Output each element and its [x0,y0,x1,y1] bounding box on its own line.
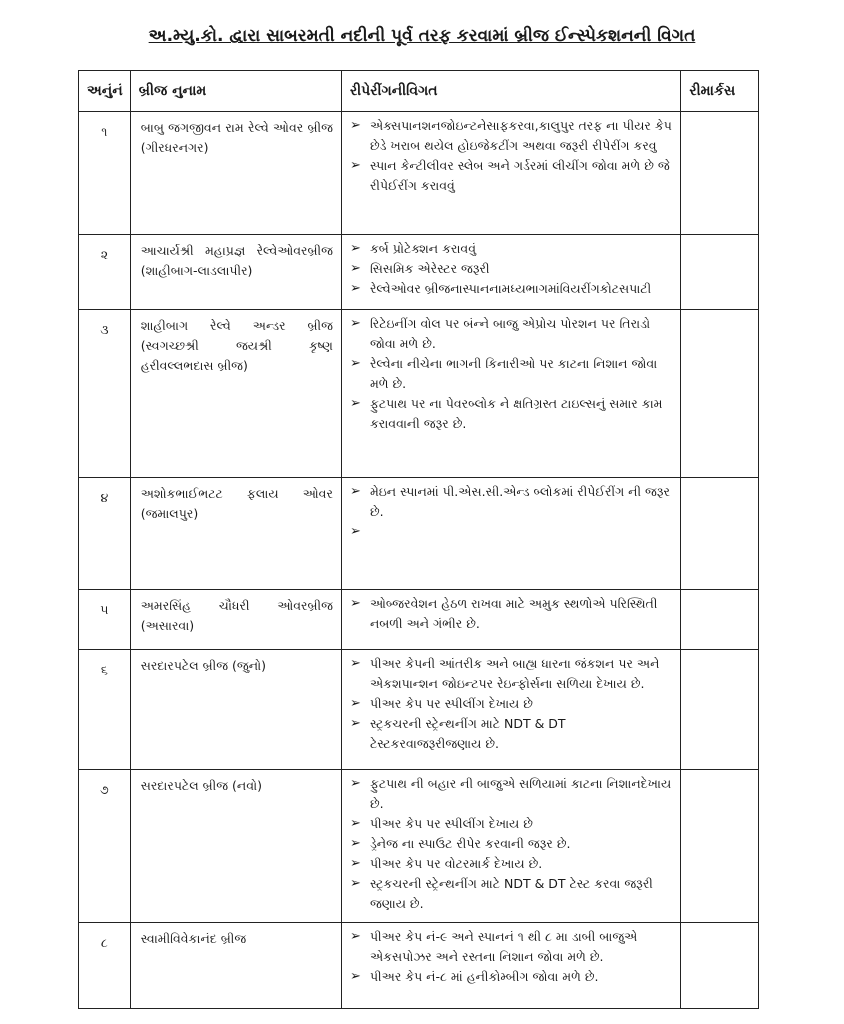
table-row [79,650,759,770]
table-row [79,590,759,650]
arrow-bullet-icon: ➢ [349,816,361,831]
remarks-cell [681,770,759,923]
serial-number-cell: ૬ [79,650,131,770]
repair-items-list [348,594,674,634]
bridge-name-cell: સરદારપટેલ બ્રીજ (નવો) [130,770,341,923]
serial-number-cell: ૧ [79,112,131,235]
list-item [348,279,674,299]
serial-number-cell: ૨ [79,235,131,310]
arrow-bullet-icon: ➢ [349,158,361,173]
arrow-bullet-icon: ➢ [349,856,361,871]
bridge-name-cell: બાબુ જગજીવન રામ રેલ્વે ઓવર બ્રીજ (ગીરધરનગર) [130,112,341,235]
serial-number-cell: ૪ [79,478,131,590]
serial-number-cell: ૭ [79,770,131,923]
list-item [348,116,674,156]
repair-item-text: પીઅર કેપ પર સ્પીલીંગ દેખાય છે [369,696,533,711]
table-row [79,923,759,1009]
repair-item-text: મેઇન સ્પાનમાં પી.એસ.સી.એન્ડ બ્લોકમાં રીપેઈરીંગ ની જરૂર છે. [369,484,670,519]
repair-item-text: રેલ્વેના નીચેના ભાગની કિનારીઓ પર કાટના નિશાન જોવા મળે છે. [369,356,658,391]
repair-item-text: ઓબ્જરવેશન હેઠળ રાખવા માટે અમુક સ્થળોએ પરિસ્થિતી નબળી અને ગંભીર છે. [369,596,658,631]
repair-items-list [348,654,674,754]
repair-items-list [348,239,674,299]
repair-details-cell [341,923,680,1009]
list-item [348,967,674,987]
serial-number-cell: ૮ [79,923,131,1009]
arrow-bullet-icon: ➢ [349,524,361,539]
repair-item-text: પીઅર કેપ પર વોટરમાર્ક દેખાય છે. [369,856,543,871]
header-serial-no: અનુંનં [79,71,131,112]
list-item [348,259,674,279]
list-item [348,714,674,754]
remarks-cell [681,112,759,235]
repair-item-text: પીઅર કેપ નં-૮ માં હનીકોમ્બીગ જોવા મળે છે. [369,969,599,984]
table-row [79,235,759,310]
repair-item-text: સ્ટ્રકચરની સ્ટ્રેન્થનીંગ માટે NDT & DT ટેસ્ટ કરવા જરૂરી જણાય છે. [369,876,653,911]
list-item [348,314,674,354]
remarks-cell [681,235,759,310]
repair-item-text: ફુટપાથ પર ના પેવરબ્લોક ને ક્ષતિગ્રસ્ત ટાઇલ્સનું સમાર કામ કરાવવાની જરૂર છે. [369,396,663,431]
list-item [348,814,674,834]
repair-item-text: રિટેઇનીંગ વોલ પર બંન્ને બાજુ એપ્રોચ પોરશન પર તિરાડો જોવા મળે છે. [369,316,651,351]
remarks-cell [681,310,759,478]
repair-details-cell [341,310,680,478]
repair-items-list [348,482,674,539]
repair-item-text: સ્પાન કેન્ટીલીવર સ્લેબ અને ગર્ડરમાં લીચીંગ જોવા મળે છે જે રીપેઈરીંગ કરાવવું [369,158,670,193]
bridge-name-cell: શાહીબાગ રેલ્વે અન્ડર બ્રીજ (સ્વગચ્છશ્રી જયશ્રી કૃષ્ણ હરીવલ્લભદાસ બ્રીજ) [130,310,341,478]
list-item [348,854,674,874]
table-row [79,478,759,590]
repair-details-cell [341,770,680,923]
repair-details-cell [341,112,680,235]
list-item [348,394,674,434]
repair-details-cell [341,650,680,770]
repair-item-text: પીઅર કેપ નં-૯ અને સ્પાનનં ૧ થી ૮ મા ડાબી બાજુએ એકસપોઝર અને રસ્તના નિશાન જોવા મળે છે. [369,929,638,964]
repair-item-text: ડ્રેનેજ ના સ્પાઉટ રીપેર કરવાની જરૂર છે. [369,836,571,851]
remarks-cell [681,590,759,650]
arrow-bullet-icon: ➢ [349,776,361,791]
repair-details-cell [341,590,680,650]
repair-item-text: એક્સપાનશનજોઇન્ટનેસાફકરવા,કાલુપુર તરફ ના પીયર કેપ છેડે ખરાબ થયેલ હોઇજેકટીંગ અથવા જરૂરી રીપેરીંગ કરવુ [369,118,672,153]
arrow-bullet-icon: ➢ [349,836,361,851]
remarks-cell [681,478,759,590]
arrow-bullet-icon: ➢ [349,929,361,944]
list-item [348,654,674,694]
repair-item-text: ફુટપાથ ની બહાર ની બાજુએ સળિયામાં કાટના નિશાનદેખાય છે. [369,776,672,811]
arrow-bullet-icon: ➢ [349,281,361,296]
repair-details-cell [341,478,680,590]
arrow-bullet-icon: ➢ [349,241,361,256]
repair-item-text: કર્બ પ્રોટેક્શન કરાવવું [369,241,477,256]
bridge-name-cell: અશોકભાઈભટટ ફલાય ઓવર (જમાલપુર) [130,478,341,590]
header-remarks: રીમાર્કસ [681,71,759,112]
arrow-bullet-icon: ➢ [349,396,361,411]
repair-item-text: પીઅર કેપ પર સ્પીલીંગ દેખાય છે [369,816,533,831]
bridge-name-cell: આચાર્યશ્રી મહાપ્રજ્ઞ રેલ્વેઓવરબ્રીજ (શાહીબાગ-લાડલાપીર) [130,235,341,310]
arrow-bullet-icon: ➢ [349,596,361,611]
bridge-name-cell: સ્વામીવિવેકાનંદ બ્રીજ [130,923,341,1009]
repair-items-list [348,927,674,987]
list-item [348,594,674,634]
repair-item-text: સિસમિક એરેસ્ટર જરૂરી [369,261,490,276]
remarks-cell [681,650,759,770]
table-row [79,310,759,478]
list-item [348,156,674,196]
arrow-bullet-icon: ➢ [349,656,361,671]
list-item [348,874,674,914]
bridge-name-cell: સરદારપટેલ બ્રીજ (જુનો) [130,650,341,770]
arrow-bullet-icon: ➢ [349,876,361,891]
serial-number-cell: ૩ [79,310,131,478]
list-item [348,834,674,854]
arrow-bullet-icon: ➢ [349,261,361,276]
list-item [348,694,674,714]
list-item [348,482,674,522]
remarks-cell [681,923,759,1009]
table-row [79,112,759,235]
table-row [79,770,759,923]
arrow-bullet-icon: ➢ [349,969,361,984]
list-item [348,239,674,259]
repair-details-cell [341,235,680,310]
arrow-bullet-icon: ➢ [349,316,361,331]
bridge-name-cell: અમરસિંહ ચૌધરી ઓવરબ્રીજ (અસારવા) [130,590,341,650]
arrow-bullet-icon: ➢ [349,356,361,371]
repair-items-list [348,774,674,914]
repair-items-list [348,116,674,196]
table-header-row [79,71,759,112]
arrow-bullet-icon: ➢ [349,484,361,499]
arrow-bullet-icon: ➢ [349,716,361,731]
repair-item-text: સ્ટ્રકચરની સ્ટ્રેન્થનીંગ માટે NDT & DT ટેસ્ટકરવાજરૂરીજણાય છે. [369,716,566,751]
repair-item-text: રેલ્વેઓવર બ્રીજનાસ્પાનનામધ્યભાગમાંવિયરીંગકોટસપાટી [369,281,652,296]
repair-item-text: પીઅર કેપની આંતરીક અને બાહ્ય ધારના જંકશન પર અને એકશપાન્શન જોઇન્ટપર રેઇન્ફોર્સના સળિયા દેખાય છે. [369,656,660,691]
arrow-bullet-icon: ➢ [349,696,361,711]
header-repair-details: રીપેરીંગનીવિગત [341,71,680,112]
repair-items-list [348,314,674,434]
list-item [348,927,674,967]
arrow-bullet-icon: ➢ [349,118,361,133]
header-bridge-name: બ્રીજ નુનામ [130,71,341,112]
serial-number-cell: ૫ [79,590,131,650]
list-item [348,774,674,814]
bridge-inspection-table [78,70,759,1009]
document-title: અ.મ્યુ.કો. દ્વારા સાબરમતી નદીની પૂર્વ તરફ કરવામાં બ્રીજ ઈન્સ્પેકશનની વિગત [148,26,696,46]
list-item [348,354,674,394]
